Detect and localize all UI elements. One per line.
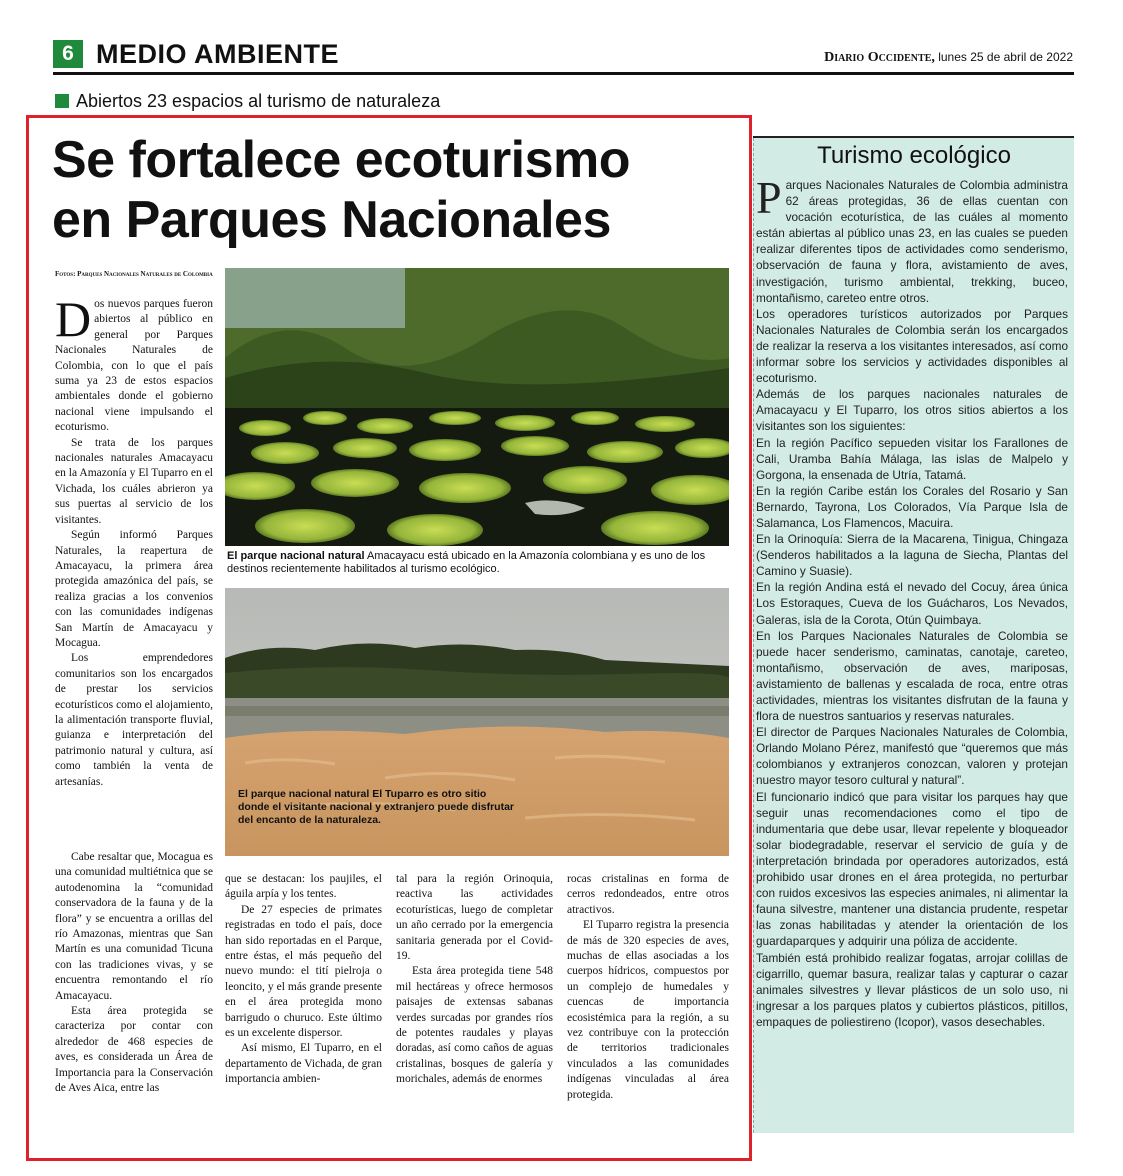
photo-amacayacu: [225, 268, 729, 546]
headline: [52, 130, 742, 250]
sidebar-text: [756, 177, 1068, 1132]
sidebar-paragraph: En la región Pacífico sepueden visitar los Farallones de Cali, Uramba Bahía Málaga, las islas de Malpelo y Gorgona, la ensenada de Utría, Tatamá.: [756, 435, 1068, 482]
sidebar-paragraph: En la región Andina está el nevado del Cocuy, área única Los Estoraques, Cueva de los Guácharos, Los Nevados, Galeras, isla de la Corota, Otún Quimbaya.: [756, 580, 1068, 627]
page-number: 6: [53, 40, 83, 68]
article-paragraph: De 27 especies de primates registradas en todo el país, doce han sido reportadas en el Parque, entre éstas, el más pequeño del nuevo mundo: el tití pielroja o leoncito, y el más grande presente en el área protegida mono barrigudo o churuco. Este último es un excelente dispersor.: [225, 903, 382, 1040]
kicker-square-icon: [55, 94, 69, 108]
kicker: Abiertos 23 espacios al turismo de naturaleza: [76, 91, 441, 111]
article-column-4: [567, 872, 729, 1152]
article-dropcap: D: [55, 297, 92, 347]
sidebar-paragraph: Los operadores turísticos autorizados por Parques Nacionales Naturales de Colombia serán los encargados de realizar la reserva a los visitantes interesados, así como informar sobre los servicios y actividades disponibles al ecoturismo.: [756, 306, 1068, 386]
photo-credit: Fotos: Parques Nacionales Naturales de Colombia: [55, 270, 213, 278]
article-paragraph: Cabe resaltar que, Mocagua es una comunidad multiétnica que se autodenomina la “comunidad conservadora de la fauna y de la flora” y se encuentra a orillas del río Amazonas, mientras que San Martín es una comunidad Ticuna con las tradiciones vivas, y se encuentra remontando el río Amacayacu.: [55, 851, 213, 1002]
article-paragraph: Esta área protegida tiene 548 mil hectáreas y ofrece hermosos paisajes de extensas sabanas verdes surcadas por grandes ríos de potentes raudales y playas doradas, así como caños de aguas cristalinas, bosques de galería y morichales, además de enormes: [396, 965, 553, 1086]
sidebar-paragraph: En la región Caribe están los Corales del Rosario y San Bernardo, Tayrona, Los Colorados, Vía Parque Isla de Salamanca, Los Flamencos, Macuira.: [756, 483, 1068, 530]
article-column-2: [225, 872, 382, 1152]
headline-line-1: Se fortalece ecoturismo: [52, 131, 631, 189]
article-paragraph: que se destacan: los paujiles, el águila arpía y los tentes.: [225, 873, 382, 901]
headline-line-2: en Parques Nacionales: [52, 191, 611, 249]
issue-date: lunes 25 de abril de 2022: [938, 50, 1073, 64]
photo-caption-1: El parque nacional natural Amacayacu está ubicado en la Amazonía colombiana y es uno de los destinos recientemente habilitados al turismo ecológico.: [227, 550, 706, 575]
sidebar-paragraph: En la Orinoquía: Sierra de la Macarena, Tinigua, Chingaza (Senderos habilitados a la laguna de Siecha, Plantas del Camino y Suasie).: [756, 532, 1068, 579]
article-column-1-lower: [55, 850, 213, 1150]
article-column-3: [396, 872, 553, 1152]
article-paragraph: rocas cristalinas en forma de cerros redondeados, entre otros atractivos.: [567, 873, 729, 916]
sidebar-title: Turismo ecológico: [817, 142, 1011, 169]
sidebar-paragraph: El funcionario indicó que para visitar los parques hay que seguir unas recomendaciones como el tipo de indumentaria que debe usar, llevar repelente y bloqueador solar biodegradable, reservar el servicio de guía y de interpretación brindada por operadores autorizados, está prohibido usar drones en el área protegida, no perturbar con ruidos excesivos las especies animales, ni alimentar la fauna silvestre, mantener una distancia prudente, respetar las zonas habilitadas y atender la orientación de los guardaparques y adquirir una póliza de accidente.: [756, 789, 1068, 949]
article-column-1: [55, 297, 213, 862]
sidebar-paragraph: También está prohibido realizar fogatas, arrojar colillas de cigarrillo, quemar basura, realizar talas y capturar o cazar animales silvestres y llevar plásticos de un solo uso, ni ingresar a los parques platos y cubiertos plásticos, pitillos, empaques de poliestireno (Icopor), vasos desechables.: [756, 950, 1068, 1029]
article-paragraph: tal para la región Orinoquia, reactiva las actividades ecoturísticas, luego de completar un año cerrado por la emergencia sanitaria generada por el Covid-19.: [396, 873, 553, 963]
sidebar-paragraph: El director de Parques Nacionales Naturales de Colombia, Orlando Molano Pérez, manifestó que “queremos que más colombianos y extranjeros conozcan, valoren y protejan nuestro mayor tesoro cultural y natural”.: [756, 725, 1068, 788]
article-paragraph: Dos nuevos parques fueron abiertos al público en general por Parques Nacionales Naturales de Colombia, con lo que el país suma ya 23 de estos espacios ambientales donde el gobierno nacional viene impulsando el ecoturismo.: [55, 297, 213, 434]
sidebar-paragraph: En los Parques Nacionales Naturales de Colombia se puede hacer senderismo, caminatas, canotaje, careteo, montañismo, observación de aves, mariposas, avistamiento de ballenas y escalada de roca, entre otras actividades, mientras los visitantes disfrutan de la fauna y flora de nuestros santuarios y reservas naturales.: [756, 628, 1068, 724]
article-paragraph: Así mismo, El Tuparro, en el departamento de Vichada, de gran importancia ambien-: [225, 1042, 382, 1086]
newspaper-name: Diario Occidente,: [824, 50, 935, 65]
photo-caption-2: El parque nacional natural El Tuparro es otro sitio donde el visitante nacional y extranjero puede disfrutar del encanto de la naturaleza.: [238, 788, 514, 826]
article-paragraph: Se trata de los parques nacionales naturales Amacayacu en la Amazonía y El Tuparro en el Vichada, los cuáles abrieron ya sus puertas al servicio de los visitantes.: [55, 436, 213, 526]
section-title: MEDIO AMBIENTE: [96, 39, 339, 69]
sidebar-dropcap: P: [756, 177, 782, 223]
sidebar-paragraph: Además de los parques nacionales naturales de Amacayacu y El Tuparro, los otros sitios abiertos a los visitantes son los siguientes:: [756, 387, 1068, 434]
article-paragraph: Esta área protegida se caracteriza por contar con alrededor de 468 especies de aves, es considerada un Área de Importancia para la Conservación de Aves Aica, entre las: [55, 1005, 213, 1095]
article-paragraph: El Tuparro registra la presencia de más de 320 especies de aves, muchas de ellas asociadas a los cuerpos hídricos, compuestos por un complejo de humedales y cuencas de importancia ecosistémica para la región, a su vez contribuye con la protección de territorios tradicionales vinculados a las comunidades indígenas vinculadas al área protegida.: [567, 919, 729, 1101]
article-paragraph: Los emprendedores comunitarios son los encargados de prestar los servicios ecoturísticos como el alojamiento, la alimentación transporte fluvial, guianza e interpretación del patrimonio natural y cultura, así como también la venta de artesanías.: [55, 652, 213, 788]
sidebar-paragraph: Parques Nacionales Naturales de Colombia administra 62 áreas protegidas, 36 de ellas cuentan con vocación ecoturística, de las cuáles al momento están abiertas al público unas 23, en las cuales se pueden realizar diferentes tipos de actividades como senderismo, observación de fauna y flora, avistamiento de aves, investigación, turismo ambiental, trekking, buceo, montañismo, careteo entre otros.: [756, 177, 1068, 305]
masthead: [824, 50, 1073, 65]
article-paragraph: Según informó Parques Naturales, la reapertura de Amacayacu, la primera área protegida amazónica del país, se realiza gracias a los convenios con las comunidades indígenas San Martín de Amacayacu y Mocagua.: [55, 529, 213, 649]
header-rule: [53, 72, 1074, 75]
